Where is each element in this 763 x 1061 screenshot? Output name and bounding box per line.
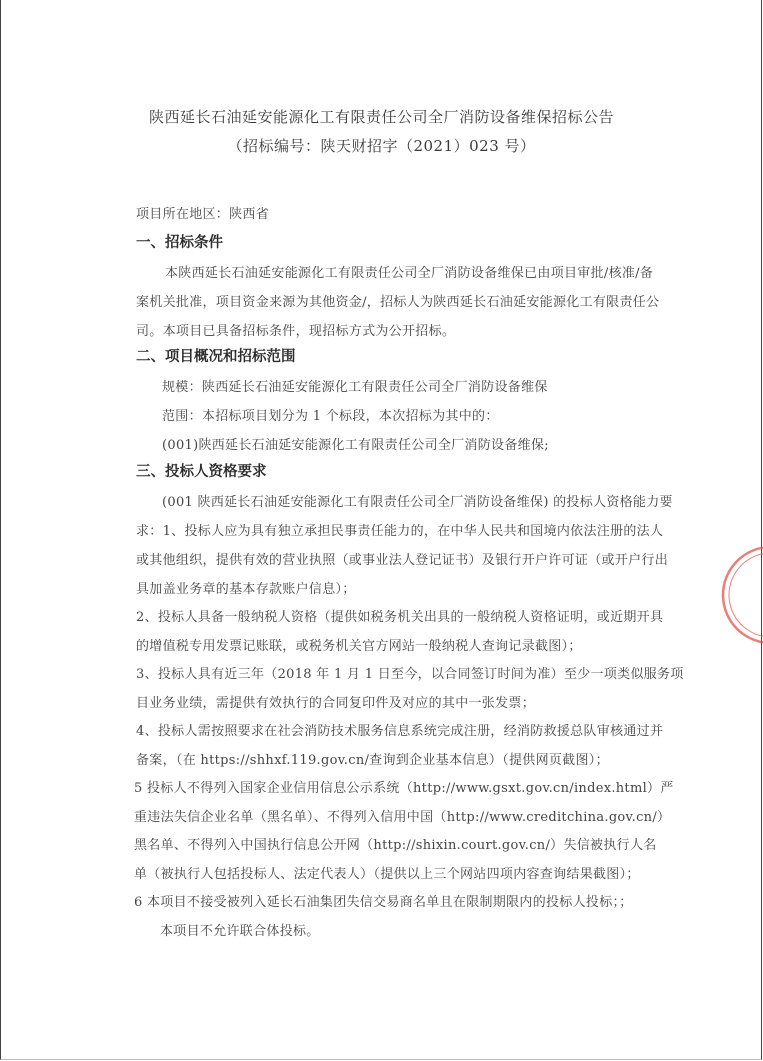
paragraph-line: 或其他组织，提供有效的营业执照（或事业法人登记证书）及银行开户许可证（或开户行出 — [136, 553, 669, 568]
paragraph-line: 本项目不允许联合体投标。 — [160, 924, 320, 939]
paragraph-line: 规模：陕西延长石油延安能源化工有限责任公司全厂消防设备维保 — [162, 380, 548, 395]
paragraph-line: 具加盖业务章的基本存款账户信息）； — [136, 582, 356, 597]
paragraph-line: 单（被执行人包括投标人、法定代表人）（提供以上三个网站四项内容查询结果截图）； — [134, 867, 640, 882]
paragraph-line: 2、投标人具备一般纳税人资格（提供如税务机关出具的一般纳税人资格证明，或近期开具 — [136, 610, 664, 625]
paragraph-line: (001)陕西延长石油延安能源化工有限责任公司全厂消防设备维保; — [162, 438, 549, 453]
section-heading: 一、招标条件 — [136, 235, 223, 251]
document-subtitle: （招标编号：陕天财招字（2021）023 号） — [227, 137, 536, 155]
project-location: 项目所在地区：陕西省 — [136, 207, 270, 222]
paragraph-line: 5 投标人不得列入国家企业信用信息公示系统（http://www.gsxt.gov.cn/index.html）严 — [134, 781, 674, 796]
paragraph-line: 黑名单、不得列入中国执行信息公开网（http://shixin.court.gov.cn/）失信被执行人名 — [134, 838, 657, 853]
paragraph-line: 4、投标人需按照要求在社会消防技术服务信息系统完成注册，经消防救援总队审核通过并 — [136, 724, 664, 739]
document-title: 陕西延长石油延安能源化工有限责任公司全厂消防设备维保招标公告 — [148, 108, 614, 126]
paragraph-line: 的增值税专用发票记账联，或税务机关官方网站一般纳税人查询记录截图）； — [136, 639, 582, 654]
paragraph-line: 目业务业绩，需提供有效执行的合同复印件及对应的其中一张发票； — [136, 696, 536, 711]
paragraph-line: 重违法失信企业名单（黑名单）、不得列入信用中国（http://www.creditchina.gov.cn/） — [134, 810, 671, 825]
company-seal — [716, 540, 763, 650]
paragraph-line: 范围：本招标项目划分为 1 个标段，本次招标为其中的： — [162, 409, 499, 424]
paragraph-line: 案机关批准，项目资金来源为其他资金/，招标人为陕西延长石油延安能源化工有限责任公 — [136, 295, 660, 310]
paragraph-line: 求：1、投标人应为具有独立承担民事责任能力的，在中华人民共和国境内依法注册的法人 — [136, 524, 664, 539]
section-heading: 二、项目概况和招标范围 — [136, 349, 296, 365]
paragraph-line: (001 陕西延长石油延安能源化工有限责任公司全厂消防设备维保) 的投标人资格能力要 — [162, 495, 673, 510]
paragraph-line: 3、投标人具有近三年（2018 年 1 月 1 日至今，以合同签订时间为准）至少一项类似服务项 — [136, 667, 684, 682]
paragraph-line: 本陕西延长石油延安能源化工有限责任公司全厂消防设备维保已由项目审批/核准/备 — [165, 266, 654, 281]
paragraph-line: 备案，（在 https://shhxf.119.gov.cn/查询到企业基本信息）（提供网页截图）； — [136, 753, 609, 768]
paragraph-line: 司。本项目已具备招标条件，现招标方式为公开招标。 — [136, 324, 456, 339]
paragraph-line: 6 本项目不接受被列入延长石油集团失信交易商名单且在限制期限内的投标人投标；； — [134, 895, 633, 910]
section-heading: 三、投标人资格要求 — [136, 464, 267, 480]
